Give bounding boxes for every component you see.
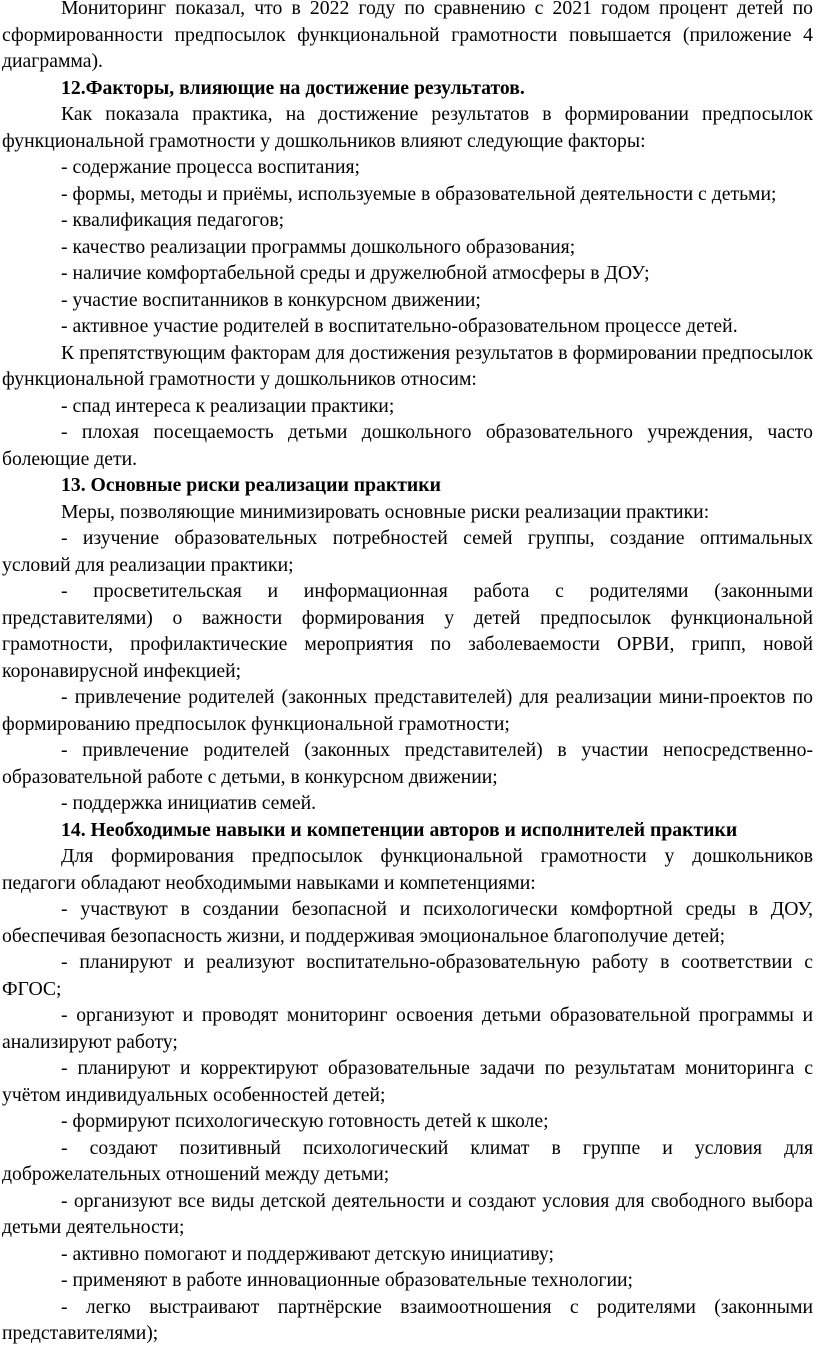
competence-item: - формируют психологическую готовность детей к школе; bbox=[61, 1110, 549, 1132]
section-13-heading: 13. Основные риски реализации практики bbox=[61, 474, 441, 496]
competence-item: - создают позитивный психологический климат в группе и условия для доброжелательных отношений между детьми; bbox=[2, 1136, 813, 1185]
factor-item: - содержание процесса воспитания; bbox=[61, 156, 361, 178]
competence-item: - планируют и реализуют воспитательно-образовательную работу в соответствии с ФГОС; bbox=[2, 951, 813, 1000]
competence-item: - планируют и корректируют образовательные задачи по результатам мониторинга с учётом индивидуальных особенностей детей; bbox=[2, 1057, 813, 1106]
factor-item: - участие воспитанников в конкурсном движении; bbox=[61, 288, 481, 311]
factor-item: - наличие комфортабельной среды и дружелюбной атмосферы в ДОУ; bbox=[61, 262, 650, 284]
section-13-lead: Меры, позволяющие минимизировать основные риски реализации практики: bbox=[61, 500, 710, 523]
competence-item: - организуют все виды детской деятельности и создают условия для свободного выбора детьми деятельности; bbox=[2, 1189, 813, 1238]
competence-item: - участвуют в создании безопасной и психологически комфортной среды в ДОУ, обеспечивая безопасность жизни, и поддерживая эмоциональное благополучие детей; bbox=[2, 898, 813, 947]
intro-paragraph: Мониторинг показал, что в 2022 году по сравнению с 2021 годом процент детей по сформированности предпосылок функциональной грамотности повышается (приложение 4 диаграмма). bbox=[2, 0, 813, 72]
competence-item: - активно помогают и поддерживают детскую инициативу; bbox=[61, 1242, 554, 1265]
obstacle-item: - спад интереса к реализации практики; bbox=[61, 394, 395, 417]
obstacle-item: - плохая посещаемость детьми дошкольного образовательного учреждения, часто болеющие дети. bbox=[2, 421, 813, 470]
section-14-heading: 14. Необходимые навыки и компетенции авторов и исполнителей практики bbox=[61, 818, 738, 841]
risk-measure-item: - привлечение родителей (законных представителей) для реализации мини-проектов по формированию предпосылок функциональной грамотности; bbox=[2, 686, 813, 735]
competence-item: - легко выстраивают партнёрские взаимоотношения с родителями (законными представителями); bbox=[2, 1295, 813, 1344]
section-12-heading: 12.Факторы, влияющие на достижение результатов. bbox=[61, 76, 525, 99]
factor-item: - качество реализации программы дошкольного образования; bbox=[61, 235, 576, 258]
risk-measure-item: - просветительская и информационная работа с родителями (законными представителями) о важности формирования у детей предпосылок функциональной грамотности, профилактические мероприятия по заболеваемости ОРВИ, грипп, новой коронавирусной инфекцией; bbox=[2, 580, 813, 682]
risk-measure-item: - привлечение родителей (законных представителей) в участии непосредственно-образовательной работе с детьми, в конкурсном движении; bbox=[2, 739, 813, 788]
section-14-lead: Для формирования предпосылок функциональной грамотности у дошкольников педагоги обладают необходимыми навыками и компетенциями: bbox=[2, 845, 813, 894]
section-12-lead: Как показала практика, на достижение результатов в формировании предпосылок функциональной грамотности у дошкольников влияют следующие факторы: bbox=[2, 103, 813, 152]
obstacles-lead: К препятствующим факторам для достижения результатов в формировании предпосылок функциональной грамотности у дошкольников относим: bbox=[2, 341, 813, 390]
risk-measure-item: - поддержка инициатив семей. bbox=[61, 792, 317, 814]
competence-item: - организуют и проводят мониторинг освоения детьми образовательной программы и анализируют работу; bbox=[2, 1004, 813, 1053]
factor-item: - формы, методы и приёмы, используемые в образовательной деятельности с детьми; bbox=[61, 182, 777, 205]
risk-measure-item: - изучение образовательных потребностей семей группы, создание оптимальных условий для реализации практики; bbox=[2, 527, 813, 576]
competence-item: - применяют в работе инновационные образовательные технологии; bbox=[61, 1269, 634, 1291]
factor-item: - активное участие родителей в воспитательно-образовательном процессе детей. bbox=[61, 315, 738, 337]
factor-item: - квалификация педагогов; bbox=[61, 209, 285, 231]
